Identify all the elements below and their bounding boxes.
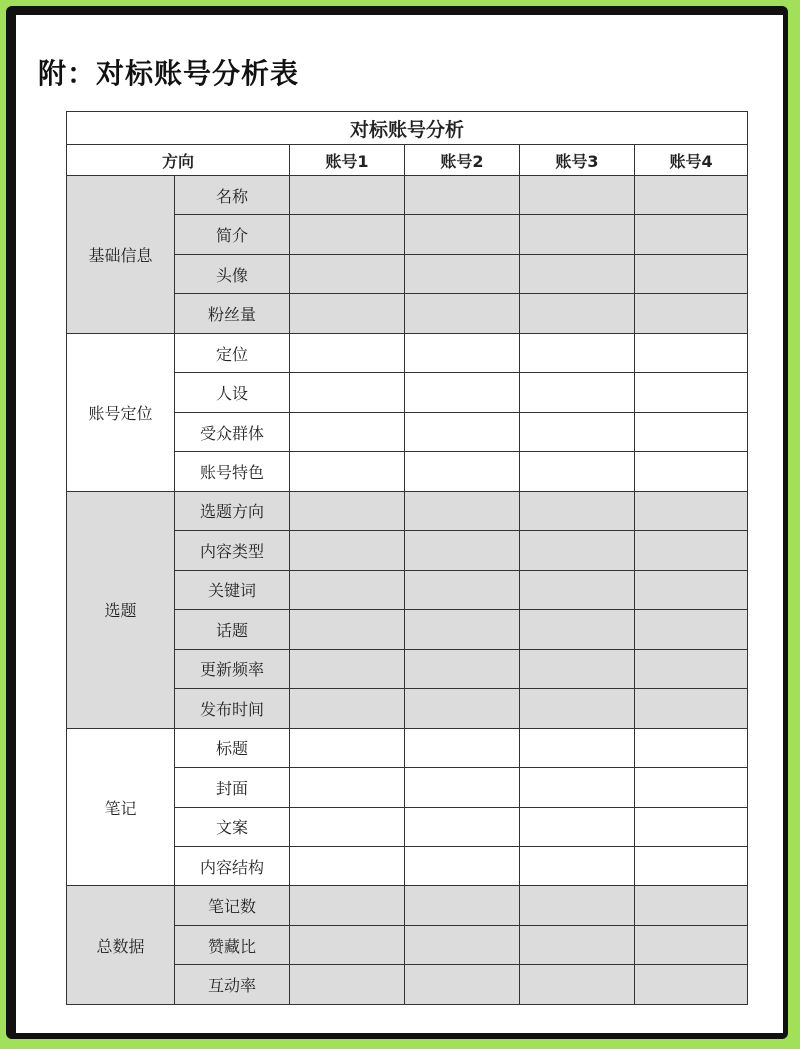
table-row xyxy=(67,728,748,767)
data-cell[interactable] xyxy=(520,965,635,1005)
group-label: 基础信息 xyxy=(67,176,175,334)
data-cell[interactable] xyxy=(520,846,635,885)
table-body xyxy=(67,176,748,1005)
data-cell[interactable] xyxy=(635,254,748,293)
data-cell[interactable] xyxy=(520,531,635,570)
data-cell[interactable] xyxy=(635,333,748,372)
item-label: 文案 xyxy=(175,807,290,846)
data-cell[interactable] xyxy=(520,610,635,649)
table-row xyxy=(67,176,748,215)
data-cell[interactable] xyxy=(520,807,635,846)
data-cell[interactable] xyxy=(290,215,405,254)
data-cell[interactable] xyxy=(520,412,635,451)
data-cell[interactable] xyxy=(405,491,520,530)
item-label: 笔记数 xyxy=(175,886,290,925)
data-cell[interactable] xyxy=(290,925,405,964)
data-cell[interactable] xyxy=(405,373,520,412)
data-cell[interactable] xyxy=(290,846,405,885)
data-cell[interactable] xyxy=(520,176,635,215)
data-cell[interactable] xyxy=(520,570,635,609)
group-label: 笔记 xyxy=(67,728,175,886)
item-label: 受众群体 xyxy=(175,412,290,451)
account-header: 账号4 xyxy=(635,145,748,176)
account-header: 账号2 xyxy=(405,145,520,176)
data-cell[interactable] xyxy=(635,846,748,885)
item-label: 头像 xyxy=(175,254,290,293)
data-cell[interactable] xyxy=(405,333,520,372)
data-cell[interactable] xyxy=(635,728,748,767)
item-label: 简介 xyxy=(175,215,290,254)
item-label: 内容类型 xyxy=(175,531,290,570)
item-label: 标题 xyxy=(175,728,290,767)
item-label: 定位 xyxy=(175,333,290,372)
data-cell[interactable] xyxy=(405,768,520,807)
data-cell[interactable] xyxy=(635,689,748,728)
data-cell[interactable] xyxy=(290,886,405,925)
data-cell[interactable] xyxy=(405,176,520,215)
data-cell[interactable] xyxy=(405,531,520,570)
data-cell[interactable] xyxy=(405,570,520,609)
data-cell[interactable] xyxy=(405,215,520,254)
group-label: 选题 xyxy=(67,491,175,728)
data-cell[interactable] xyxy=(635,807,748,846)
data-cell[interactable] xyxy=(405,610,520,649)
data-cell[interactable] xyxy=(520,689,635,728)
data-cell[interactable] xyxy=(290,254,405,293)
data-cell[interactable] xyxy=(405,846,520,885)
data-cell[interactable] xyxy=(405,649,520,688)
data-cell[interactable] xyxy=(405,294,520,333)
data-cell[interactable] xyxy=(635,412,748,451)
item-label: 话题 xyxy=(175,610,290,649)
data-cell[interactable] xyxy=(635,531,748,570)
data-cell[interactable] xyxy=(405,807,520,846)
item-label: 名称 xyxy=(175,176,290,215)
data-cell[interactable] xyxy=(290,807,405,846)
data-cell[interactable] xyxy=(290,728,405,767)
item-label: 封面 xyxy=(175,768,290,807)
data-cell[interactable] xyxy=(290,531,405,570)
item-label: 更新频率 xyxy=(175,649,290,688)
data-cell[interactable] xyxy=(405,965,520,1005)
data-cell[interactable] xyxy=(405,412,520,451)
data-cell[interactable] xyxy=(635,925,748,964)
data-cell[interactable] xyxy=(405,925,520,964)
table-row xyxy=(67,886,748,925)
data-cell[interactable] xyxy=(520,452,635,491)
data-cell[interactable] xyxy=(405,254,520,293)
data-cell[interactable] xyxy=(635,491,748,530)
data-cell[interactable] xyxy=(290,689,405,728)
data-cell[interactable] xyxy=(520,925,635,964)
table-row xyxy=(67,333,748,372)
data-cell[interactable] xyxy=(635,373,748,412)
item-label: 粉丝量 xyxy=(175,294,290,333)
data-cell[interactable] xyxy=(290,333,405,372)
data-cell[interactable] xyxy=(290,373,405,412)
data-cell[interactable] xyxy=(520,728,635,767)
data-cell[interactable] xyxy=(635,294,748,333)
data-cell[interactable] xyxy=(635,610,748,649)
data-cell[interactable] xyxy=(520,491,635,530)
table-row xyxy=(67,491,748,530)
data-cell[interactable] xyxy=(520,215,635,254)
data-cell[interactable] xyxy=(520,333,635,372)
group-label: 总数据 xyxy=(67,886,175,1005)
data-cell[interactable] xyxy=(635,176,748,215)
data-cell[interactable] xyxy=(635,452,748,491)
account-header: 账号1 xyxy=(290,145,405,176)
item-label: 互动率 xyxy=(175,965,290,1005)
group-label: 账号定位 xyxy=(67,333,175,491)
data-cell[interactable] xyxy=(635,570,748,609)
data-cell[interactable] xyxy=(520,254,635,293)
data-cell[interactable] xyxy=(290,452,405,491)
data-cell[interactable] xyxy=(405,452,520,491)
data-cell[interactable] xyxy=(520,886,635,925)
data-cell[interactable] xyxy=(290,294,405,333)
data-cell[interactable] xyxy=(635,649,748,688)
account-header: 账号3 xyxy=(520,145,635,176)
data-cell[interactable] xyxy=(635,886,748,925)
data-cell[interactable] xyxy=(520,768,635,807)
data-cell[interactable] xyxy=(290,610,405,649)
data-cell[interactable] xyxy=(635,965,748,1005)
data-cell[interactable] xyxy=(520,373,635,412)
data-cell[interactable] xyxy=(635,215,748,254)
page-heading: 附：对标账号分析表 xyxy=(38,57,300,90)
item-label: 内容结构 xyxy=(175,846,290,885)
data-cell[interactable] xyxy=(290,768,405,807)
data-cell[interactable] xyxy=(405,728,520,767)
data-cell[interactable] xyxy=(520,294,635,333)
item-label: 账号特色 xyxy=(175,452,290,491)
item-label: 赞藏比 xyxy=(175,925,290,964)
item-label: 关键词 xyxy=(175,570,290,609)
data-cell[interactable] xyxy=(290,649,405,688)
item-label: 人设 xyxy=(175,373,290,412)
data-cell[interactable] xyxy=(290,570,405,609)
data-cell[interactable] xyxy=(290,491,405,530)
data-cell[interactable] xyxy=(290,412,405,451)
item-label: 发布时间 xyxy=(175,689,290,728)
data-cell[interactable] xyxy=(290,176,405,215)
data-cell[interactable] xyxy=(405,886,520,925)
data-cell[interactable] xyxy=(635,768,748,807)
direction-header: 方向 xyxy=(67,145,290,176)
data-cell[interactable] xyxy=(405,689,520,728)
item-label: 选题方向 xyxy=(175,491,290,530)
data-cell[interactable] xyxy=(290,965,405,1005)
analysis-table xyxy=(66,111,748,1005)
data-cell[interactable] xyxy=(520,649,635,688)
table-title: 对标账号分析 xyxy=(67,112,748,145)
